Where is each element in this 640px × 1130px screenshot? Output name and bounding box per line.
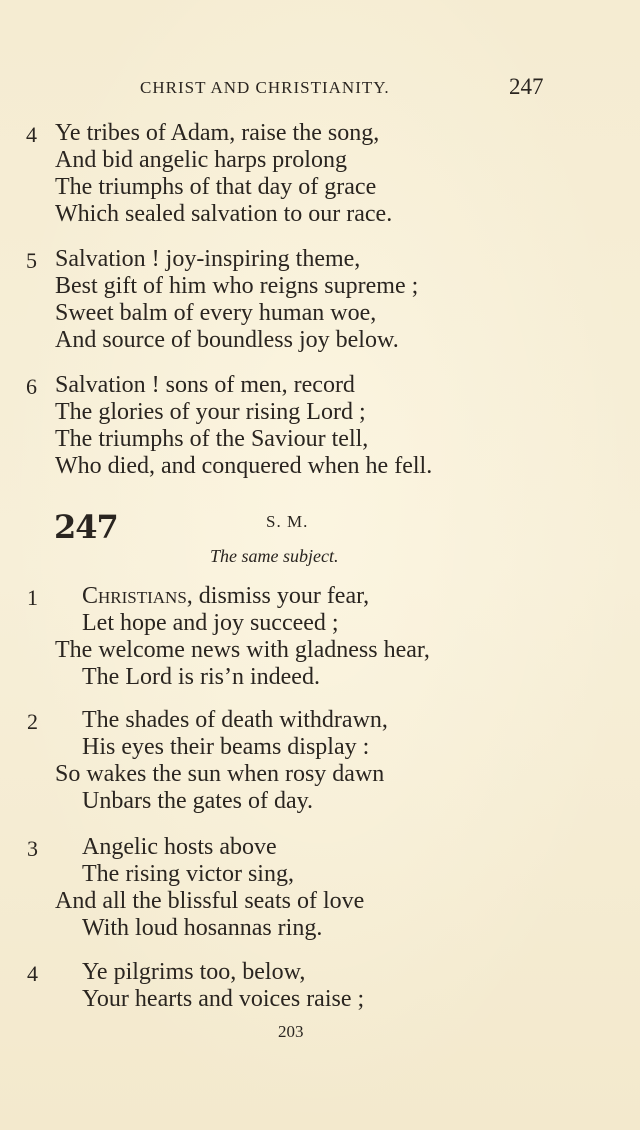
- verse-line-rest: dismiss your fear,: [192, 583, 370, 609]
- running-title: CHRIST AND CHRISTIANITY.: [140, 78, 390, 97]
- verse-line: Angelic hosts above: [82, 834, 277, 860]
- verse-line: Who died, and conquered when he fell.: [55, 453, 433, 479]
- verse-line: [82, 583, 369, 610]
- hymn-page-number: 247: [509, 74, 544, 99]
- verse-line: And all the blissful seats of love: [55, 888, 365, 914]
- verse-line: And source of boundless joy below.: [55, 327, 399, 353]
- verse-line: Unbars the gates of day.: [82, 788, 314, 814]
- stanza-number: 3: [27, 836, 38, 861]
- verse-line: The welcome news with gladness hear,: [55, 637, 430, 663]
- verse-line: The rising victor sing,: [82, 861, 294, 887]
- verse-line: So wakes the sun when rosy dawn: [55, 761, 385, 787]
- verse-line: The triumphs of that day of grace: [55, 174, 377, 200]
- verse-line: Salvation ! joy-inspiring theme,: [55, 246, 361, 272]
- stanza-number: 4: [26, 122, 37, 147]
- verse-line: Best gift of him who reigns supreme ;: [55, 273, 419, 299]
- hymn-number: 247: [54, 508, 118, 546]
- verse-line: His eyes their beams display :: [82, 734, 370, 760]
- footer-page-number: 203: [278, 1022, 304, 1041]
- verse-line: And bid angelic harps prolong: [55, 147, 347, 173]
- verse-line: Salvation ! sons of men, record: [55, 372, 355, 398]
- first-word: Christians,: [82, 583, 193, 609]
- hymn-meter: S. M.: [266, 512, 309, 531]
- stanza-number: 1: [27, 585, 38, 610]
- verse-line: Ye tribes of Adam, raise the song,: [55, 120, 380, 146]
- verse-line: Let hope and joy succeed ;: [82, 610, 339, 636]
- verse-line: With loud hosannas ring.: [82, 915, 323, 941]
- stanza-number: 4: [27, 961, 38, 986]
- stanza-number: 2: [27, 709, 38, 734]
- verse-line: Sweet balm of every human woe,: [55, 300, 377, 326]
- verse-line: Your hearts and voices raise ;: [82, 986, 365, 1012]
- verse-line: The shades of death withdrawn,: [82, 707, 388, 733]
- hymn-subject: The same subject.: [210, 546, 339, 566]
- verse-line: The glories of your rising Lord ;: [55, 399, 366, 425]
- verse-line: Which sealed salvation to our race.: [55, 201, 393, 227]
- verse-line: Ye pilgrims too, below,: [82, 959, 306, 985]
- verse-line: The Lord is ris’n indeed.: [82, 664, 320, 690]
- stanza-number: 6: [26, 374, 37, 399]
- stanza-number: 5: [26, 248, 37, 273]
- verse-line: The triumphs of the Saviour tell,: [55, 426, 369, 452]
